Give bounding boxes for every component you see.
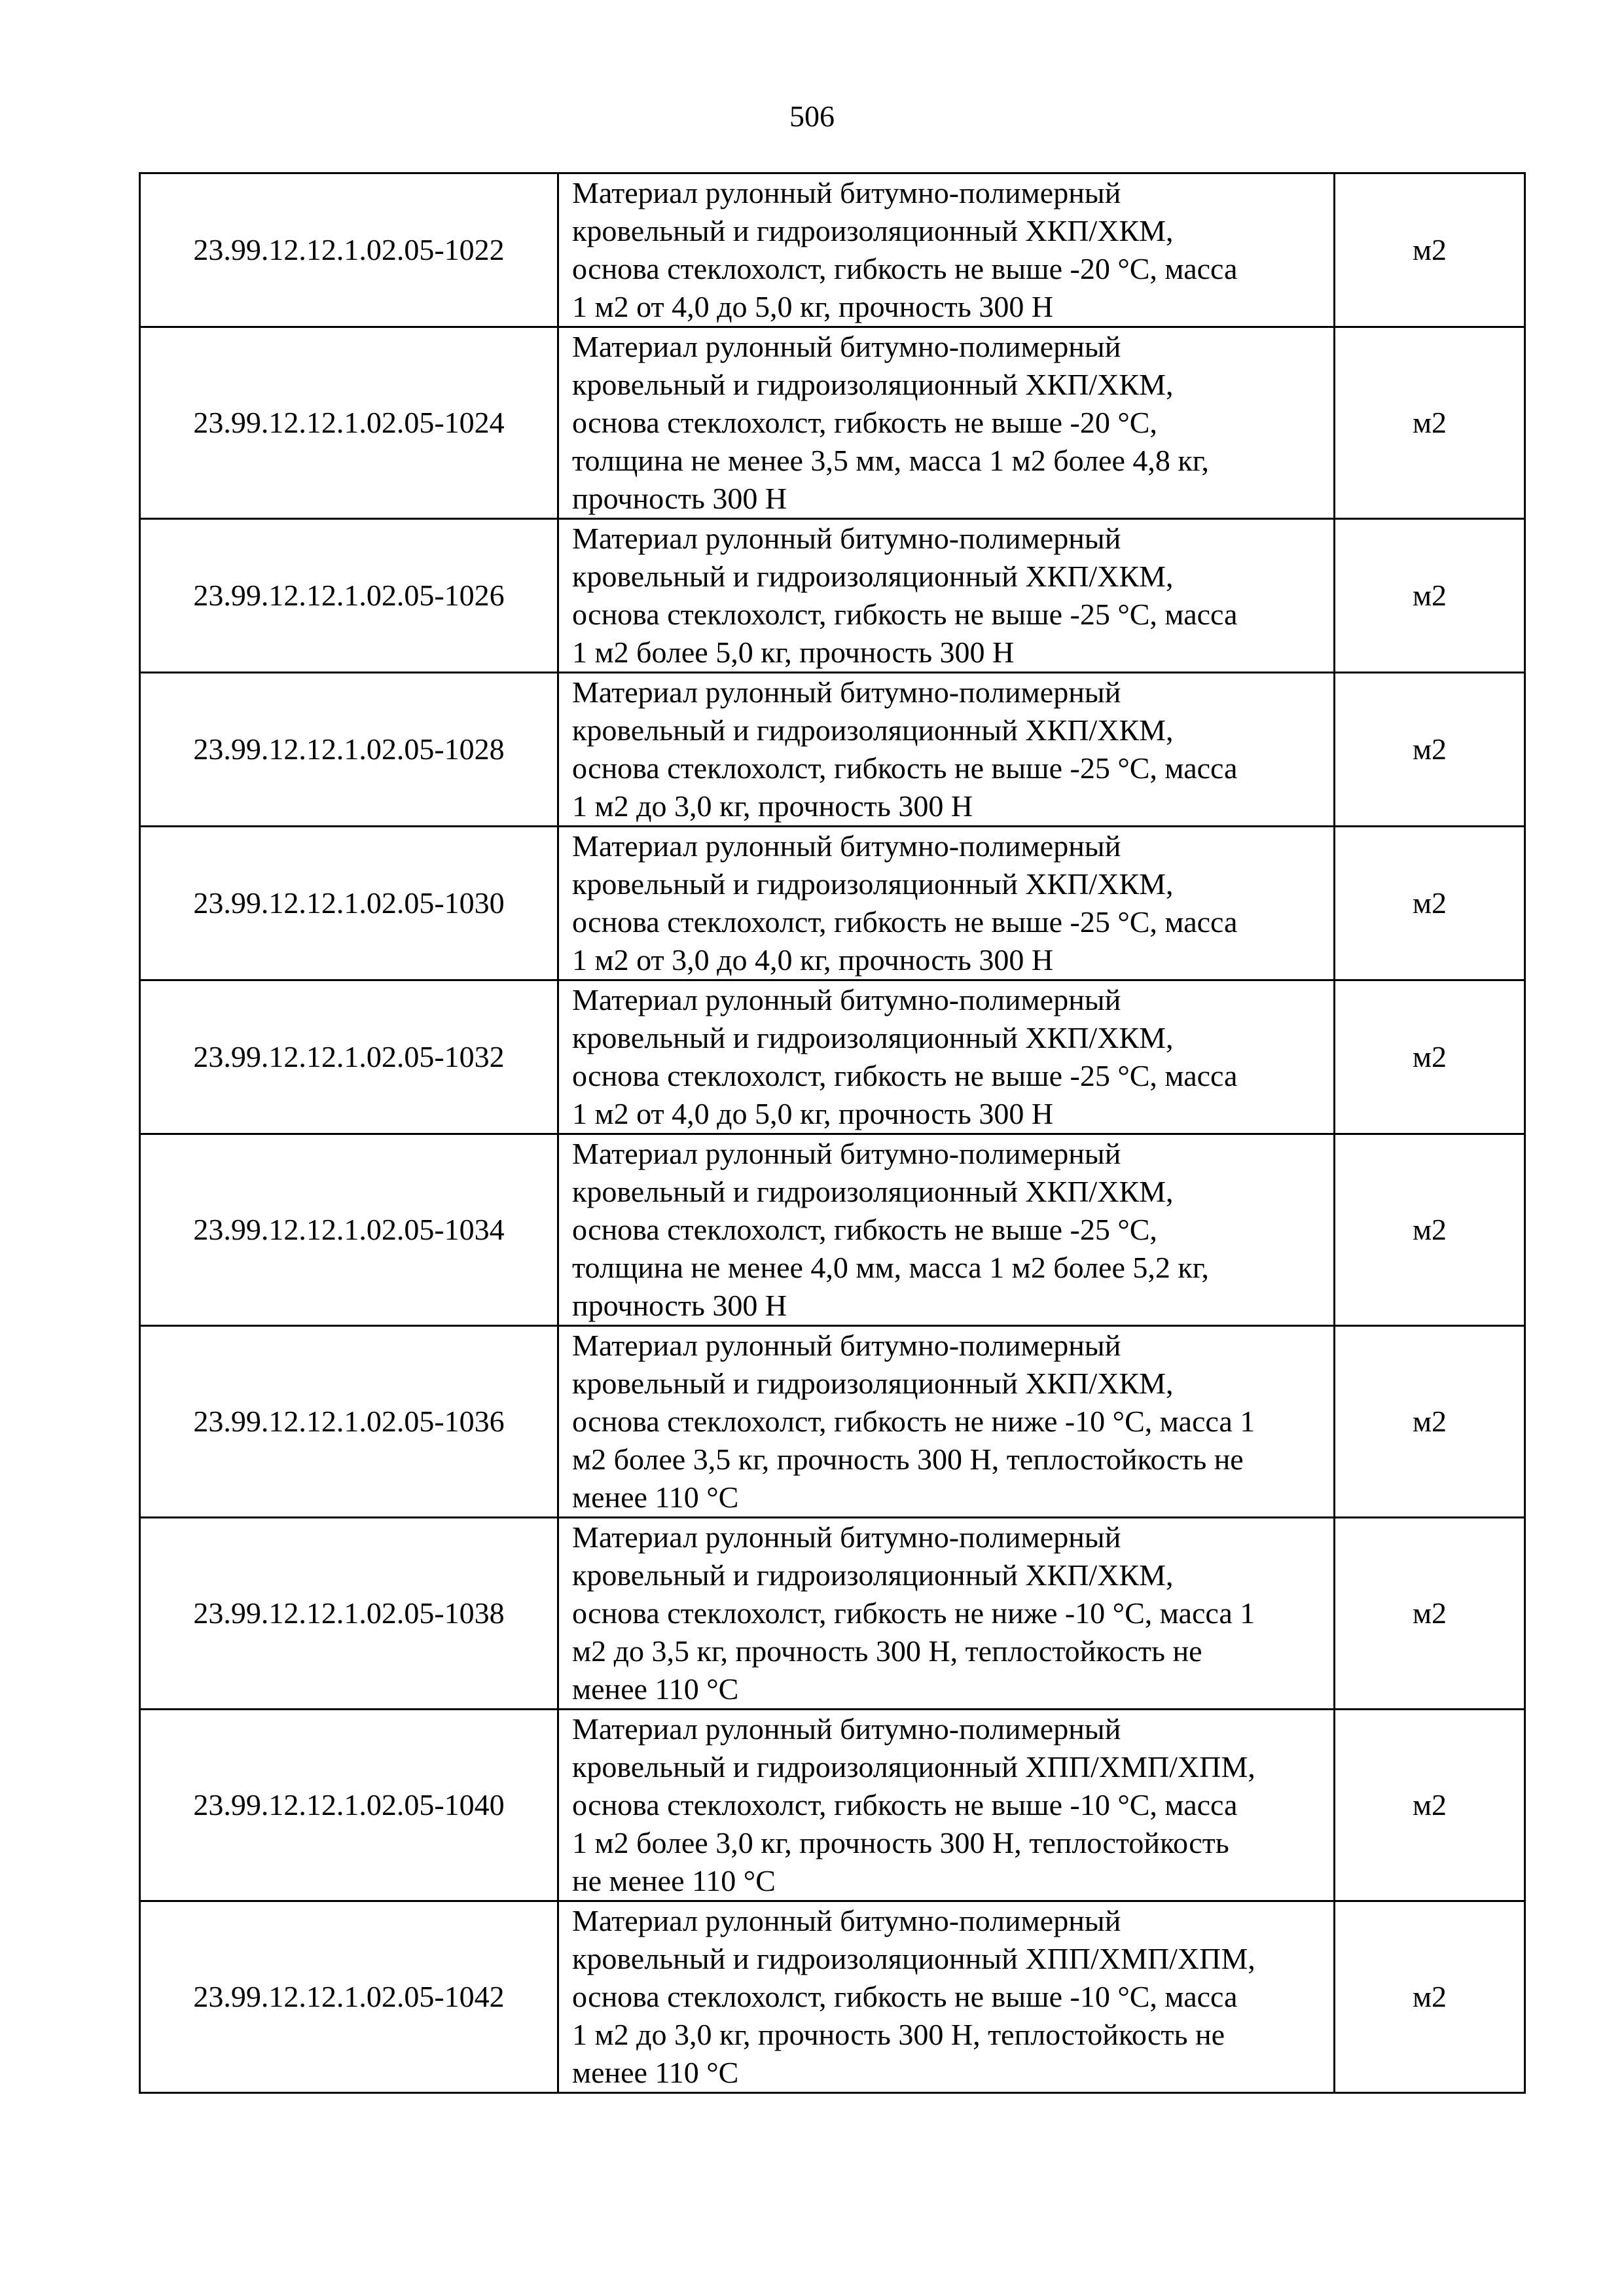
- table-row: [140, 1901, 1525, 2093]
- description-line: 1 м2 от 4,0 до 5,0 кг, прочность 300 Н: [572, 1097, 1054, 1130]
- description-line: основа стеклохолст, гибкость не выше -10 °С, масса: [572, 1788, 1238, 1821]
- description-line: Материал рулонный битумно-полимерный: [572, 1904, 1121, 1937]
- table-row: [140, 673, 1525, 827]
- material-description: [558, 1901, 1335, 2093]
- description-line: 1 м2 от 3,0 до 4,0 кг, прочность 300 Н: [572, 943, 1054, 977]
- unit-of-measure: м2: [1335, 1901, 1525, 2093]
- description-line: кровельный и гидроизоляционный ХПП/ХМП/ХПМ,: [572, 1942, 1255, 1975]
- table-row: [140, 327, 1525, 519]
- material-code: 23.99.12.12.1.02.05-1024: [140, 327, 558, 519]
- material-description: [558, 827, 1335, 980]
- material-code: 23.99.12.12.1.02.05-1034: [140, 1134, 558, 1326]
- material-code: 23.99.12.12.1.02.05-1022: [140, 173, 558, 327]
- description-line: Материал рулонный битумно-полимерный: [572, 1329, 1121, 1362]
- unit-of-measure: м2: [1335, 1134, 1525, 1326]
- description-line: Материал рулонный битумно-полимерный: [572, 176, 1121, 209]
- description-line: основа стеклохолст, гибкость не выше -25 °С,: [572, 1213, 1157, 1246]
- materials-table-body: [140, 173, 1525, 2093]
- description-line: кровельный и гидроизоляционный ХКП/ХКМ,: [572, 1175, 1174, 1208]
- unit-of-measure: м2: [1335, 519, 1525, 673]
- description-line: основа стеклохолст, гибкость не выше -20 °С, масса: [572, 252, 1238, 285]
- description-line: кровельный и гидроизоляционный ХКП/ХКМ,: [572, 1367, 1174, 1400]
- description-line: основа стеклохолст, гибкость не выше -25 °С, масса: [572, 905, 1238, 939]
- description-line: основа стеклохолст, гибкость не ниже -10 °С, масса 1: [572, 1596, 1255, 1630]
- description-line: Материал рулонный битумно-полимерный: [572, 983, 1121, 1016]
- material-description: [558, 1326, 1335, 1518]
- description-line: Материал рулонный битумно-полимерный: [572, 522, 1121, 555]
- description-line: прочность 300 Н: [572, 482, 787, 515]
- material-code: 23.99.12.12.1.02.05-1032: [140, 980, 558, 1134]
- description-line: менее 110 °С: [572, 2056, 739, 2089]
- unit-of-measure: м2: [1335, 1518, 1525, 1710]
- description-line: кровельный и гидроизоляционный ХКП/ХКМ,: [572, 1558, 1174, 1592]
- material-code: 23.99.12.12.1.02.05-1026: [140, 519, 558, 673]
- table-row: [140, 173, 1525, 327]
- material-code: 23.99.12.12.1.02.05-1040: [140, 1710, 558, 1901]
- description-line: кровельный и гидроизоляционный ХКП/ХКМ,: [572, 214, 1174, 247]
- page-number: 506: [789, 99, 835, 133]
- description-line: 1 м2 более 3,0 кг, прочность 300 Н, теплостойкость: [572, 1826, 1229, 1859]
- description-line: основа стеклохолст, гибкость не выше -25 °С, масса: [572, 598, 1238, 631]
- description-line: не менее 110 °С: [572, 1864, 776, 1897]
- description-line: Материал рулонный битумно-полимерный: [572, 1520, 1121, 1554]
- table-row: [140, 980, 1525, 1134]
- table-row: [140, 1518, 1525, 1710]
- unit-of-measure: м2: [1335, 827, 1525, 980]
- description-line: м2 до 3,5 кг, прочность 300 Н, теплостойкость не: [572, 1634, 1202, 1668]
- description-line: основа стеклохолст, гибкость не ниже -10 °С, масса 1: [572, 1405, 1255, 1438]
- description-line: кровельный и гидроизоляционный ХКП/ХКМ,: [572, 867, 1174, 901]
- description-line: толщина не менее 3,5 мм, масса 1 м2 более 4,8 кг,: [572, 444, 1209, 477]
- description-line: менее 110 °С: [572, 1480, 739, 1514]
- description-line: 1 м2 до 3,0 кг, прочность 300 Н, теплостойкость не: [572, 2018, 1225, 2051]
- unit-of-measure: м2: [1335, 673, 1525, 827]
- description-line: кровельный и гидроизоляционный ХКП/ХКМ,: [572, 368, 1174, 401]
- material-description: [558, 1518, 1335, 1710]
- description-line: толщина не менее 4,0 мм, масса 1 м2 более 5,2 кг,: [572, 1251, 1209, 1284]
- material-description: [558, 519, 1335, 673]
- material-description: [558, 173, 1335, 327]
- description-line: Материал рулонный битумно-полимерный: [572, 1712, 1121, 1746]
- unit-of-measure: м2: [1335, 1326, 1525, 1518]
- material-description: [558, 1710, 1335, 1901]
- table-row: [140, 519, 1525, 673]
- material-description: [558, 673, 1335, 827]
- description-line: Материал рулонный битумно-полимерный: [572, 829, 1121, 863]
- description-line: кровельный и гидроизоляционный ХПП/ХМП/ХПМ,: [572, 1750, 1255, 1784]
- materials-table: [139, 172, 1526, 2094]
- material-description: [558, 1134, 1335, 1326]
- description-line: кровельный и гидроизоляционный ХКП/ХКМ,: [572, 560, 1174, 593]
- description-line: кровельный и гидроизоляционный ХКП/ХКМ,: [572, 713, 1174, 747]
- description-line: Материал рулонный битумно-полимерный: [572, 1137, 1121, 1170]
- description-line: Материал рулонный битумно-полимерный: [572, 675, 1121, 709]
- description-line: м2 более 3,5 кг, прочность 300 Н, теплостойкость не: [572, 1443, 1244, 1476]
- description-line: кровельный и гидроизоляционный ХКП/ХКМ,: [572, 1021, 1174, 1054]
- description-line: основа стеклохолст, гибкость не выше -10 °С, масса: [572, 1980, 1238, 2013]
- table-row: [140, 1326, 1525, 1518]
- material-code: 23.99.12.12.1.02.05-1030: [140, 827, 558, 980]
- material-code: 23.99.12.12.1.02.05-1028: [140, 673, 558, 827]
- description-line: основа стеклохолст, гибкость не выше -20 °С,: [572, 406, 1157, 439]
- material-code: 23.99.12.12.1.02.05-1038: [140, 1518, 558, 1710]
- unit-of-measure: м2: [1335, 1710, 1525, 1901]
- material-code: 23.99.12.12.1.02.05-1036: [140, 1326, 558, 1518]
- description-line: 1 м2 до 3,0 кг, прочность 300 Н: [572, 789, 973, 823]
- material-description: [558, 980, 1335, 1134]
- description-line: основа стеклохолст, гибкость не выше -25 °С, масса: [572, 1059, 1238, 1092]
- description-line: основа стеклохолст, гибкость не выше -25 °С, масса: [572, 751, 1238, 785]
- description-line: Материал рулонный битумно-полимерный: [572, 330, 1121, 363]
- description-line: 1 м2 от 4,0 до 5,0 кг, прочность 300 Н: [572, 290, 1054, 323]
- table-row: [140, 1134, 1525, 1326]
- description-line: менее 110 °С: [572, 1672, 739, 1706]
- table-row: [140, 827, 1525, 980]
- table-row: [140, 1710, 1525, 1901]
- unit-of-measure: м2: [1335, 327, 1525, 519]
- material-code: 23.99.12.12.1.02.05-1042: [140, 1901, 558, 2093]
- unit-of-measure: м2: [1335, 173, 1525, 327]
- unit-of-measure: м2: [1335, 980, 1525, 1134]
- description-line: прочность 300 Н: [572, 1289, 787, 1322]
- description-line: 1 м2 более 5,0 кг, прочность 300 Н: [572, 636, 1015, 669]
- material-description: [558, 327, 1335, 519]
